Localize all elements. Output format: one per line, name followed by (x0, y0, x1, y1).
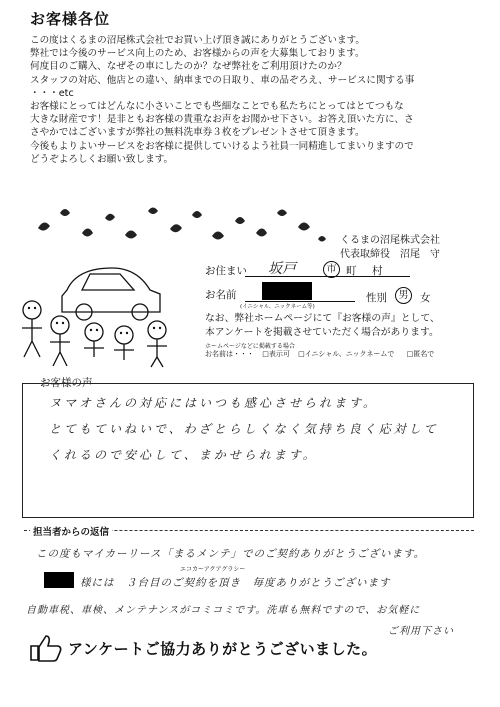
intro-text (30, 34, 490, 166)
gender-female: 女 (420, 292, 431, 304)
thanks-message: アンケートご協力ありがとうございました。 (68, 640, 378, 658)
notice-line: 本アンケートを掲載させていただく場合があります。 (205, 327, 439, 338)
intro-line: 何度目のご購入、なぜその車にしたのか？なぜ弊社をご利用頂けたのか？ (30, 61, 347, 73)
address-value: 坂戸 (268, 261, 296, 277)
name-label: お名前 (205, 289, 237, 301)
voice-box (22, 383, 474, 518)
gender-label: 性別 (366, 292, 387, 304)
company-representative: 代表取締役 沼尾 守 (340, 249, 440, 260)
option-show[interactable]: □表示可 (262, 350, 290, 358)
car-children-illustration (12, 250, 182, 370)
name-redaction (262, 282, 312, 300)
address-label: お住まい (205, 265, 247, 277)
intro-line: 今後もよりよいサービスをお客様に提供していけるよう社員一同精進してまいりますので (30, 140, 414, 152)
reply-line: 様には ３台目のご契約を頂き 毎度ありがとうございます (80, 577, 391, 589)
address-underline (245, 276, 410, 277)
reply-ruby: エコカーアクアグラシー (180, 566, 246, 573)
company-block (340, 234, 440, 262)
leaves-illustration (30, 203, 330, 248)
intro-line: お客様にとってはどんなに小さいことでも些細なことでも私たちにとってはとてつもな (30, 101, 404, 113)
thumbs-up-icon (28, 634, 64, 662)
company-name: くるまの沼尾株式会社 (340, 235, 440, 246)
reply-label: 担当者からの返信 (30, 524, 112, 538)
publish-options (205, 349, 434, 359)
intro-line: 大きな財産です！是非ともお客様の貴重なお声をお聞かせ下さい。お答え頂いた方に、さ (30, 114, 414, 126)
village-label: 村 (372, 265, 383, 277)
page-title: お客様各位 (30, 10, 111, 28)
option-anonymous[interactable]: □匿名で (406, 350, 435, 358)
gender-male-circled: 男 (395, 287, 412, 304)
town-label: 町 (346, 265, 357, 277)
option-initial[interactable]: □イニシャル、ニックネームで (298, 350, 395, 358)
voice-label: お客様の声 (40, 377, 93, 389)
notice-hint: ホームページなどに掲載する場合 (205, 343, 295, 350)
reply-line: この度もマイカーリース「まるメンテ」でのご契約ありがとうございます。 (36, 548, 426, 560)
reply-line: 自動車税、車検、メンテナンスがコミコミです。洗車も無料ですので、お気軽に (26, 605, 421, 616)
reply-name-redaction (44, 572, 74, 588)
intro-line: ・・・etc (30, 87, 74, 99)
options-prefix: お名前は・・・ (205, 350, 254, 358)
intro-line: 弊社では今後のサービス向上のため、お客様からの声を大募集しております。 (30, 48, 365, 60)
notice-line: なお、弊社ホームページにて『お客様の声』として、 (205, 313, 440, 324)
intro-line: スタッフの対応、他店との違い、納車までの日取り、車の品ぞろえ、サービスに関する事 (30, 74, 415, 86)
name-hint: (イニシャル、ニックネーム等) (240, 304, 315, 310)
intro-line: さやかではございますが弊社の無料洗車券３枚をプレゼントさせて頂きます。 (30, 127, 365, 139)
intro-line: どうぞよろしくお願い致します。 (30, 153, 174, 165)
reply-line: ご利用下さい (388, 626, 454, 637)
intro-line: この度はくるまの沼尾株式会社でお買い上げ頂き誠にありがとうございます。 (30, 35, 366, 46)
city-circled: 市 (323, 261, 340, 278)
voice-line: ヌマオさんの対応にはいつも感心させられます。 (49, 396, 379, 410)
voice-line: とてもていねいで、わざとらしくなく気持ち良く応対して (49, 422, 439, 436)
publish-notice (205, 312, 495, 340)
voice-line: くれるので安心して、まかせられます。 (49, 448, 318, 462)
